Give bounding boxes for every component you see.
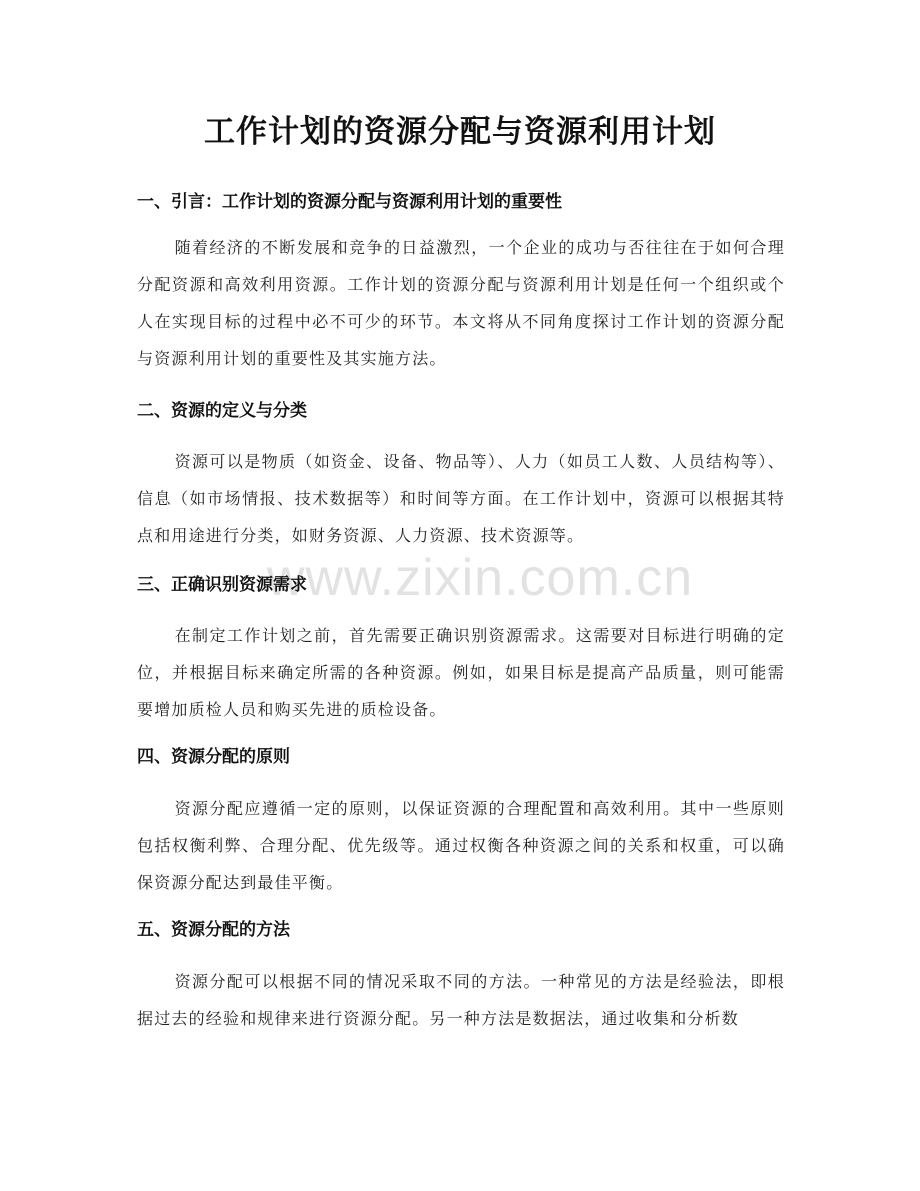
section-body-2: 资源可以是物质（如资金、设备、物品等）、人力（如员工人数、人员结构等）、信息（如市场情报、技术数据等）和时间等方面。在工作计划中，资源可以根据其特点和用途进行分类，如财务资源、人力资源、技术资源等。 — [137, 452, 785, 545]
watermark: www.zixin.com.cn — [266, 549, 694, 607]
section-heading-5: 五、资源分配的方法 — [137, 920, 290, 940]
section-body-1: 随着经济的不断发展和竞争的日益激烈，一个企业的成功与否往往在于如何合理分配资源和高效利用资源。工作计划的资源分配与资源利用计划是任何一个组织或个人在实现目标的过程中必不可少的环节。本文将从不同角度探讨工作计划的资源分配与资源利用计划的重要性及其实施方法。 — [137, 238, 785, 368]
section-body-4: 资源分配应遵循一定的原则，以保证资源的合理配置和高效利用。其中一些原则包括权衡利弊、合理分配、优先级等。通过权衡各种资源之间的关系和权重，可以确保资源分配达到最佳平衡。 — [137, 799, 785, 892]
section-heading-1: 一、引言：工作计划的资源分配与资源利用计划的重要性 — [137, 192, 562, 212]
document-title: 工作计划的资源分配与资源利用计划 — [204, 114, 716, 150]
section-heading-2: 二、资源的定义与分类 — [137, 401, 307, 421]
section-body-3: 在制定工作计划之前，首先需要正确识别资源需求。这需要对目标进行明确的定位，并根据目标来确定所需的各种资源。例如，如果目标是提高产品质量，则可能需要增加质检人员和购买先进的质检设备。 — [137, 626, 785, 719]
section-heading-3: 三、正确识别资源需求 — [137, 575, 307, 595]
section-heading-4: 四、资源分配的原则 — [137, 747, 290, 767]
section-body-5: 资源分配可以根据不同的情况采取不同的方法。一种常见的方法是经验法，即根据过去的经验和规律来进行资源分配。另一种方法是数据法，通过收集和分析数 — [137, 972, 785, 1028]
